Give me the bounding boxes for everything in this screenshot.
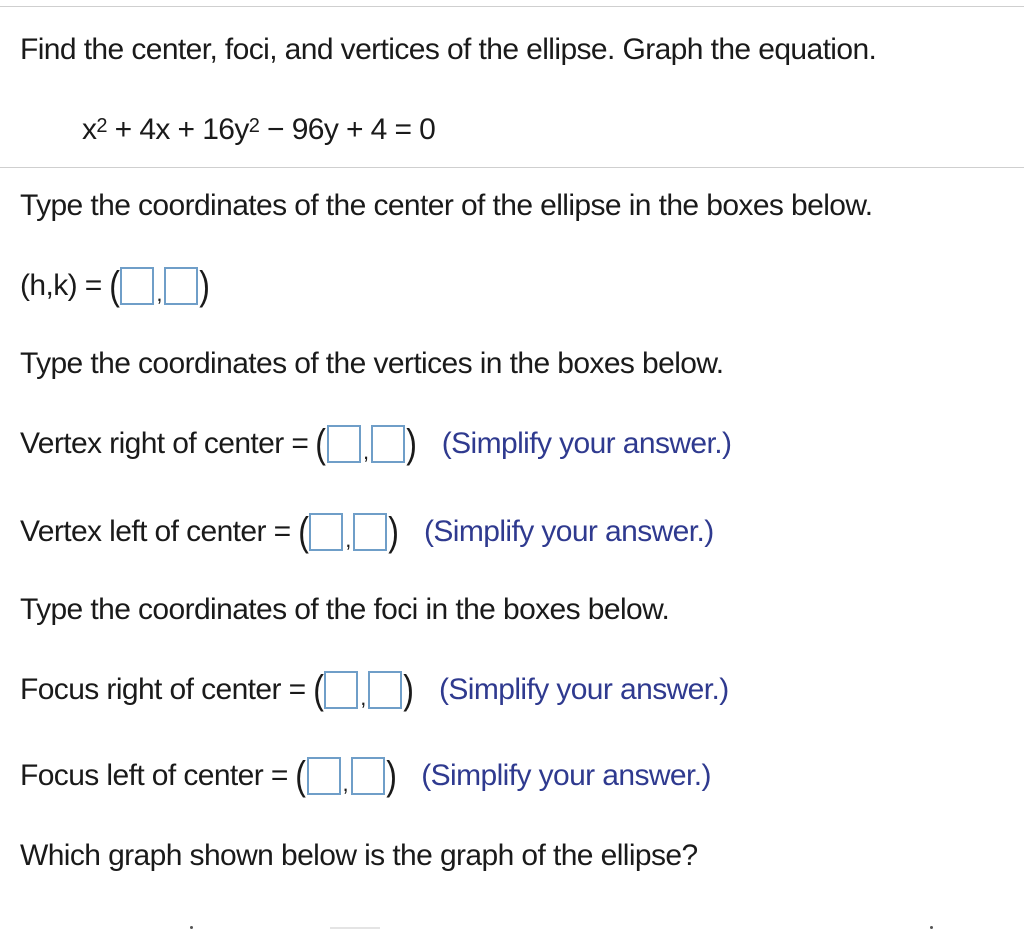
vertex-right-y-input[interactable]	[371, 425, 405, 463]
vertex-left-x-input[interactable]	[309, 513, 343, 551]
vertex-left-label: Vertex left of center =	[20, 515, 291, 548]
comma: ,	[342, 771, 349, 796]
focus-right-y-input[interactable]	[368, 671, 402, 709]
vertex-left-row	[20, 512, 714, 552]
top-divider	[0, 6, 1024, 7]
graph-options-edge	[0, 926, 1024, 930]
focus-left-row	[20, 756, 711, 796]
radio-dot-hint	[190, 926, 193, 929]
focus-left-y-input[interactable]	[351, 757, 385, 795]
simplify-hint: (Simplify your answer.)	[421, 759, 711, 792]
close-paren: )	[199, 264, 210, 308]
open-paren: (	[315, 422, 326, 466]
graph-question: Which graph shown below is the graph of the ellipse?	[20, 839, 698, 872]
simplify-hint: (Simplify your answer.)	[438, 673, 729, 706]
equation-middle: + 4x + 16y	[106, 113, 249, 146]
comma: ,	[156, 281, 162, 306]
vertex-left-y-input[interactable]	[353, 513, 387, 551]
equation-x-exponent: 2	[96, 115, 107, 137]
focus-right-label: Focus right of center =	[20, 673, 306, 706]
center-instruction: Type the coordinates of the center of the ellipse in the boxes below.	[20, 189, 873, 222]
comma: ,	[363, 439, 369, 464]
focus-left-label: Focus left of center =	[20, 759, 288, 792]
ellipse-equation	[82, 110, 435, 150]
close-paren: )	[388, 510, 399, 554]
vertex-right-label: Vertex right of center =	[20, 427, 309, 460]
comma: ,	[345, 527, 351, 552]
focus-right-row	[20, 670, 729, 710]
equation-y-exponent: 2	[248, 115, 260, 137]
simplify-hint: (Simplify your answer.)	[441, 427, 732, 460]
foci-instruction: Type the coordinates of the foci in the boxes below.	[20, 593, 670, 626]
vertex-right-row	[20, 424, 731, 464]
open-paren: (	[297, 510, 308, 554]
focus-left-x-input[interactable]	[307, 757, 341, 795]
equation-x: x	[82, 113, 97, 146]
section-divider	[0, 167, 1024, 168]
open-paren: (	[312, 668, 323, 712]
close-paren: )	[403, 668, 414, 712]
close-paren: )	[406, 422, 417, 466]
graph-edge-line	[330, 927, 380, 929]
vertex-right-x-input[interactable]	[327, 425, 361, 463]
center-k-input[interactable]	[164, 267, 198, 305]
center-row	[20, 266, 211, 306]
center-h-input[interactable]	[120, 267, 154, 305]
comma: ,	[360, 685, 366, 710]
open-paren: (	[108, 264, 120, 308]
vertices-instruction: Type the coordinates of the vertices in the boxes below.	[20, 347, 724, 380]
question-prompt: Find the center, foci, and vertices of the ellipse. Graph the equation.	[20, 33, 877, 66]
focus-right-x-input[interactable]	[324, 671, 358, 709]
simplify-hint: (Simplify your answer.)	[424, 515, 714, 548]
open-paren: (	[295, 754, 306, 798]
center-label: (h,k) =	[20, 269, 102, 302]
equation-end: − 96y + 4 = 0	[259, 113, 436, 146]
close-paren: )	[385, 754, 396, 798]
radio-dot-hint	[930, 926, 933, 929]
